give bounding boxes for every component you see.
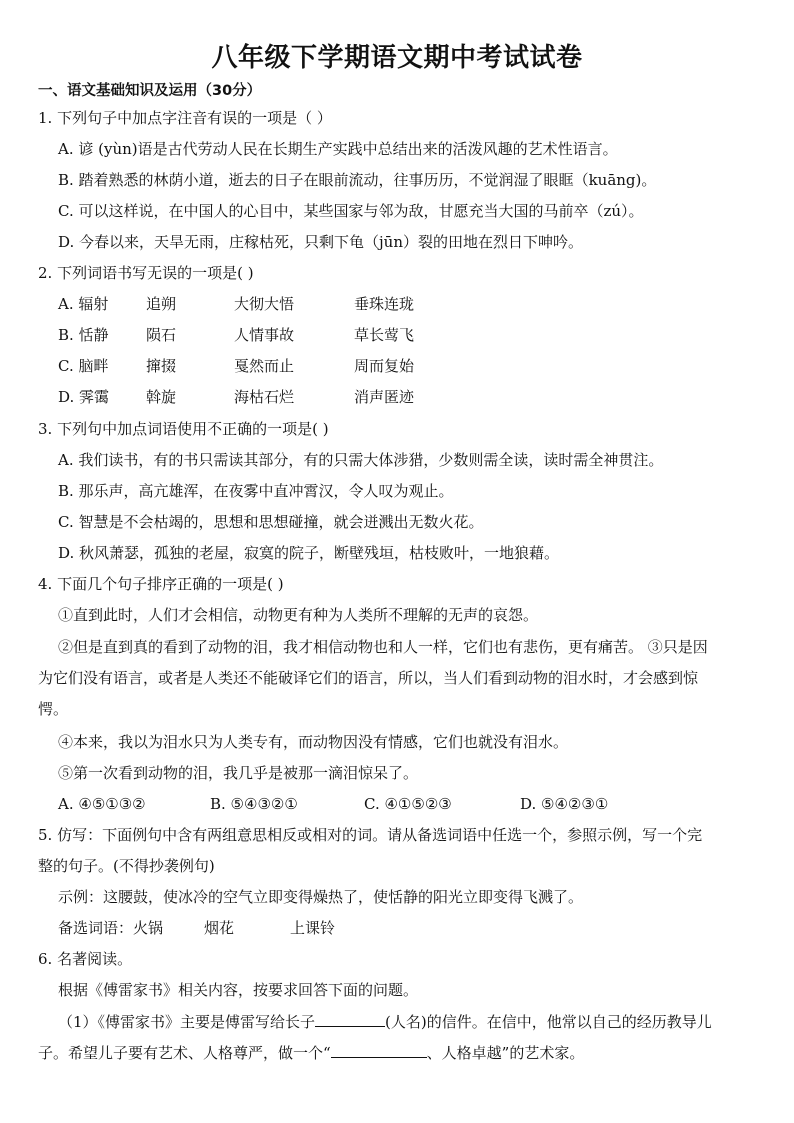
q4-sentence-5: ⑤第一次看到动物的泪，我几乎是被那一滴泪惊呆了。 <box>58 764 419 782</box>
q4-choice-b: B. ⑤④③②① <box>210 795 298 813</box>
q2-d-word2: 斡旋 <box>146 388 177 406</box>
q6-intro: 根据《傅雷家书》相关内容，按要求回答下面的问题。 <box>58 981 419 999</box>
q5-stem-line2: 整的句子。(不得抄袭例句) <box>38 857 215 875</box>
q1-option-b: B. 踏着熟悉的林荫小道，逝去的日子在眼前流动，往事历历，不觉润湿了眼眶（kuāng)。 <box>58 171 657 189</box>
q3-option-a: A. 我们读书，有的书只需读其部分，有的只需大体涉猎，少数则需全读，读时需全神贯注。 <box>58 451 664 469</box>
q2-stem: 2. 下列词语书写无误的一项是( ) <box>38 264 254 282</box>
q4-stem: 4. 下面几个句子排序正确的一项是( ) <box>38 575 284 593</box>
q2-c-word2: 撺掇 <box>146 357 177 375</box>
q3-option-b: B. 那乐声，高亢雄浑，在夜雾中直冲霄汉，令人叹为观止。 <box>58 482 454 500</box>
answer-blank-name[interactable] <box>315 1011 385 1027</box>
q2-a-word4: 垂珠连珑 <box>354 295 415 313</box>
answer-blank-quality[interactable] <box>331 1042 427 1058</box>
q2-d-word1: D. 霁霭 <box>58 388 110 406</box>
q2-c-word1: C. 脑畔 <box>58 357 109 375</box>
q2-b-word3: 人情事故 <box>234 326 295 344</box>
q2-a-word3: 大彻大悟 <box>234 295 295 313</box>
q2-c-word4: 周而复始 <box>354 357 415 375</box>
q4-sentence-4: ④本来，我以为泪水只为人类专有，而动物因没有情感，它们也就没有泪水。 <box>58 733 569 751</box>
q6-part1-text-d: 、人格卓越”的艺术家。 <box>426 1044 585 1062</box>
q3-option-c: C. 智慧是不会枯竭的，思想和思想碰撞，就会迸溅出无数火花。 <box>58 513 484 531</box>
q2-d-word3: 海枯石烂 <box>234 388 295 406</box>
q1-option-d: D. 今春以来，天旱无雨，庄稼枯死，只剩下龟（jūn）裂的田地在烈日下呻吟。 <box>58 233 584 251</box>
q2-d-word4: 消声匿迹 <box>354 388 415 406</box>
q3-stem: 3. 下列句中加点词语使用不正确的一项是( ) <box>38 420 329 438</box>
q5-candidates-label: 备选词语：火锅 <box>58 919 164 937</box>
q6-part1-text-a: （1）《傅雷家书》主要是傅雷写给长子 <box>58 1013 316 1031</box>
q6-part1-line2 <box>38 1042 584 1064</box>
q5-candidate-3: 上课铃 <box>290 919 336 937</box>
q5-stem-line1: 5. 仿写：下面例句中含有两组意思相反或相对的词。请从备选词语中任选一个，参照示例，写一个完 <box>38 826 703 844</box>
q6-part1-text-b: (人名)的信件。在信中，他常以自己的经历教导儿 <box>385 1013 712 1031</box>
q6-stem: 6. 名著阅读。 <box>38 950 133 968</box>
q2-a-word1: A. 辐射 <box>58 295 109 313</box>
q2-a-word2: 追朔 <box>146 295 177 313</box>
q5-candidate-2: 烟花 <box>204 919 235 937</box>
q4-choice-d: D. ⑤④②③① <box>520 795 609 813</box>
q1-option-a: A. 谚 (yùn)语是古代劳动人民在长期生产实践中总结出来的活泼风趣的艺术性语言。 <box>58 140 618 158</box>
section-heading-1: 一、语文基础知识及运用（30分） <box>38 83 262 99</box>
q1-option-c: C. 可以这样说，在中国人的心目中，某些国家与邻为敌，甘愿充当大国的马前卒（zú）。 <box>58 202 644 220</box>
page-title: 八年级下学期语文期中考试试卷 <box>211 43 583 73</box>
q1-stem: 1. 下列句子中加点字注音有误的一项是（ ） <box>38 109 332 127</box>
q4-choice-a: A. ④⑤①③② <box>58 795 146 813</box>
q2-b-word4: 草长莺飞 <box>354 326 415 344</box>
q4-sentence-2-line2: 为它们没有语言，或者是人类还不能破译它们的语言，所以，当人们看到动物的泪水时，才会感到惊 <box>38 669 699 687</box>
q2-b-word2: 陨石 <box>146 326 177 344</box>
q4-sentence-1: ①直到此时，人们才会相信，动物更有种为人类所不理解的无声的哀怨。 <box>58 606 539 624</box>
q4-sentence-2-line3: 愕。 <box>38 700 69 718</box>
q5-example: 示例：这腰鼓，使冰冷的空气立即变得燥热了，使恬静的阳光立即变得飞溅了。 <box>58 888 584 906</box>
q4-choice-c: C. ④①⑤②③ <box>364 795 452 813</box>
q6-part1-text-c: 子。希望儿子要有艺术、人格尊严，做一个“ <box>38 1044 331 1062</box>
q6-part1-line1 <box>58 1011 712 1033</box>
q4-sentence-2-line1: ②但是直到真的看到了动物的泪，我才相信动物也和人一样，它们也有悲伤，更有痛苦。 ③只是因 <box>58 638 708 656</box>
q3-option-d: D. 秋风萧瑟，孤独的老屋，寂寞的院子，断壁残垣，枯枝败叶，一地狼藉。 <box>58 544 560 562</box>
q2-c-word3: 戛然而止 <box>234 357 295 375</box>
q2-b-word1: B. 恬静 <box>58 326 109 344</box>
